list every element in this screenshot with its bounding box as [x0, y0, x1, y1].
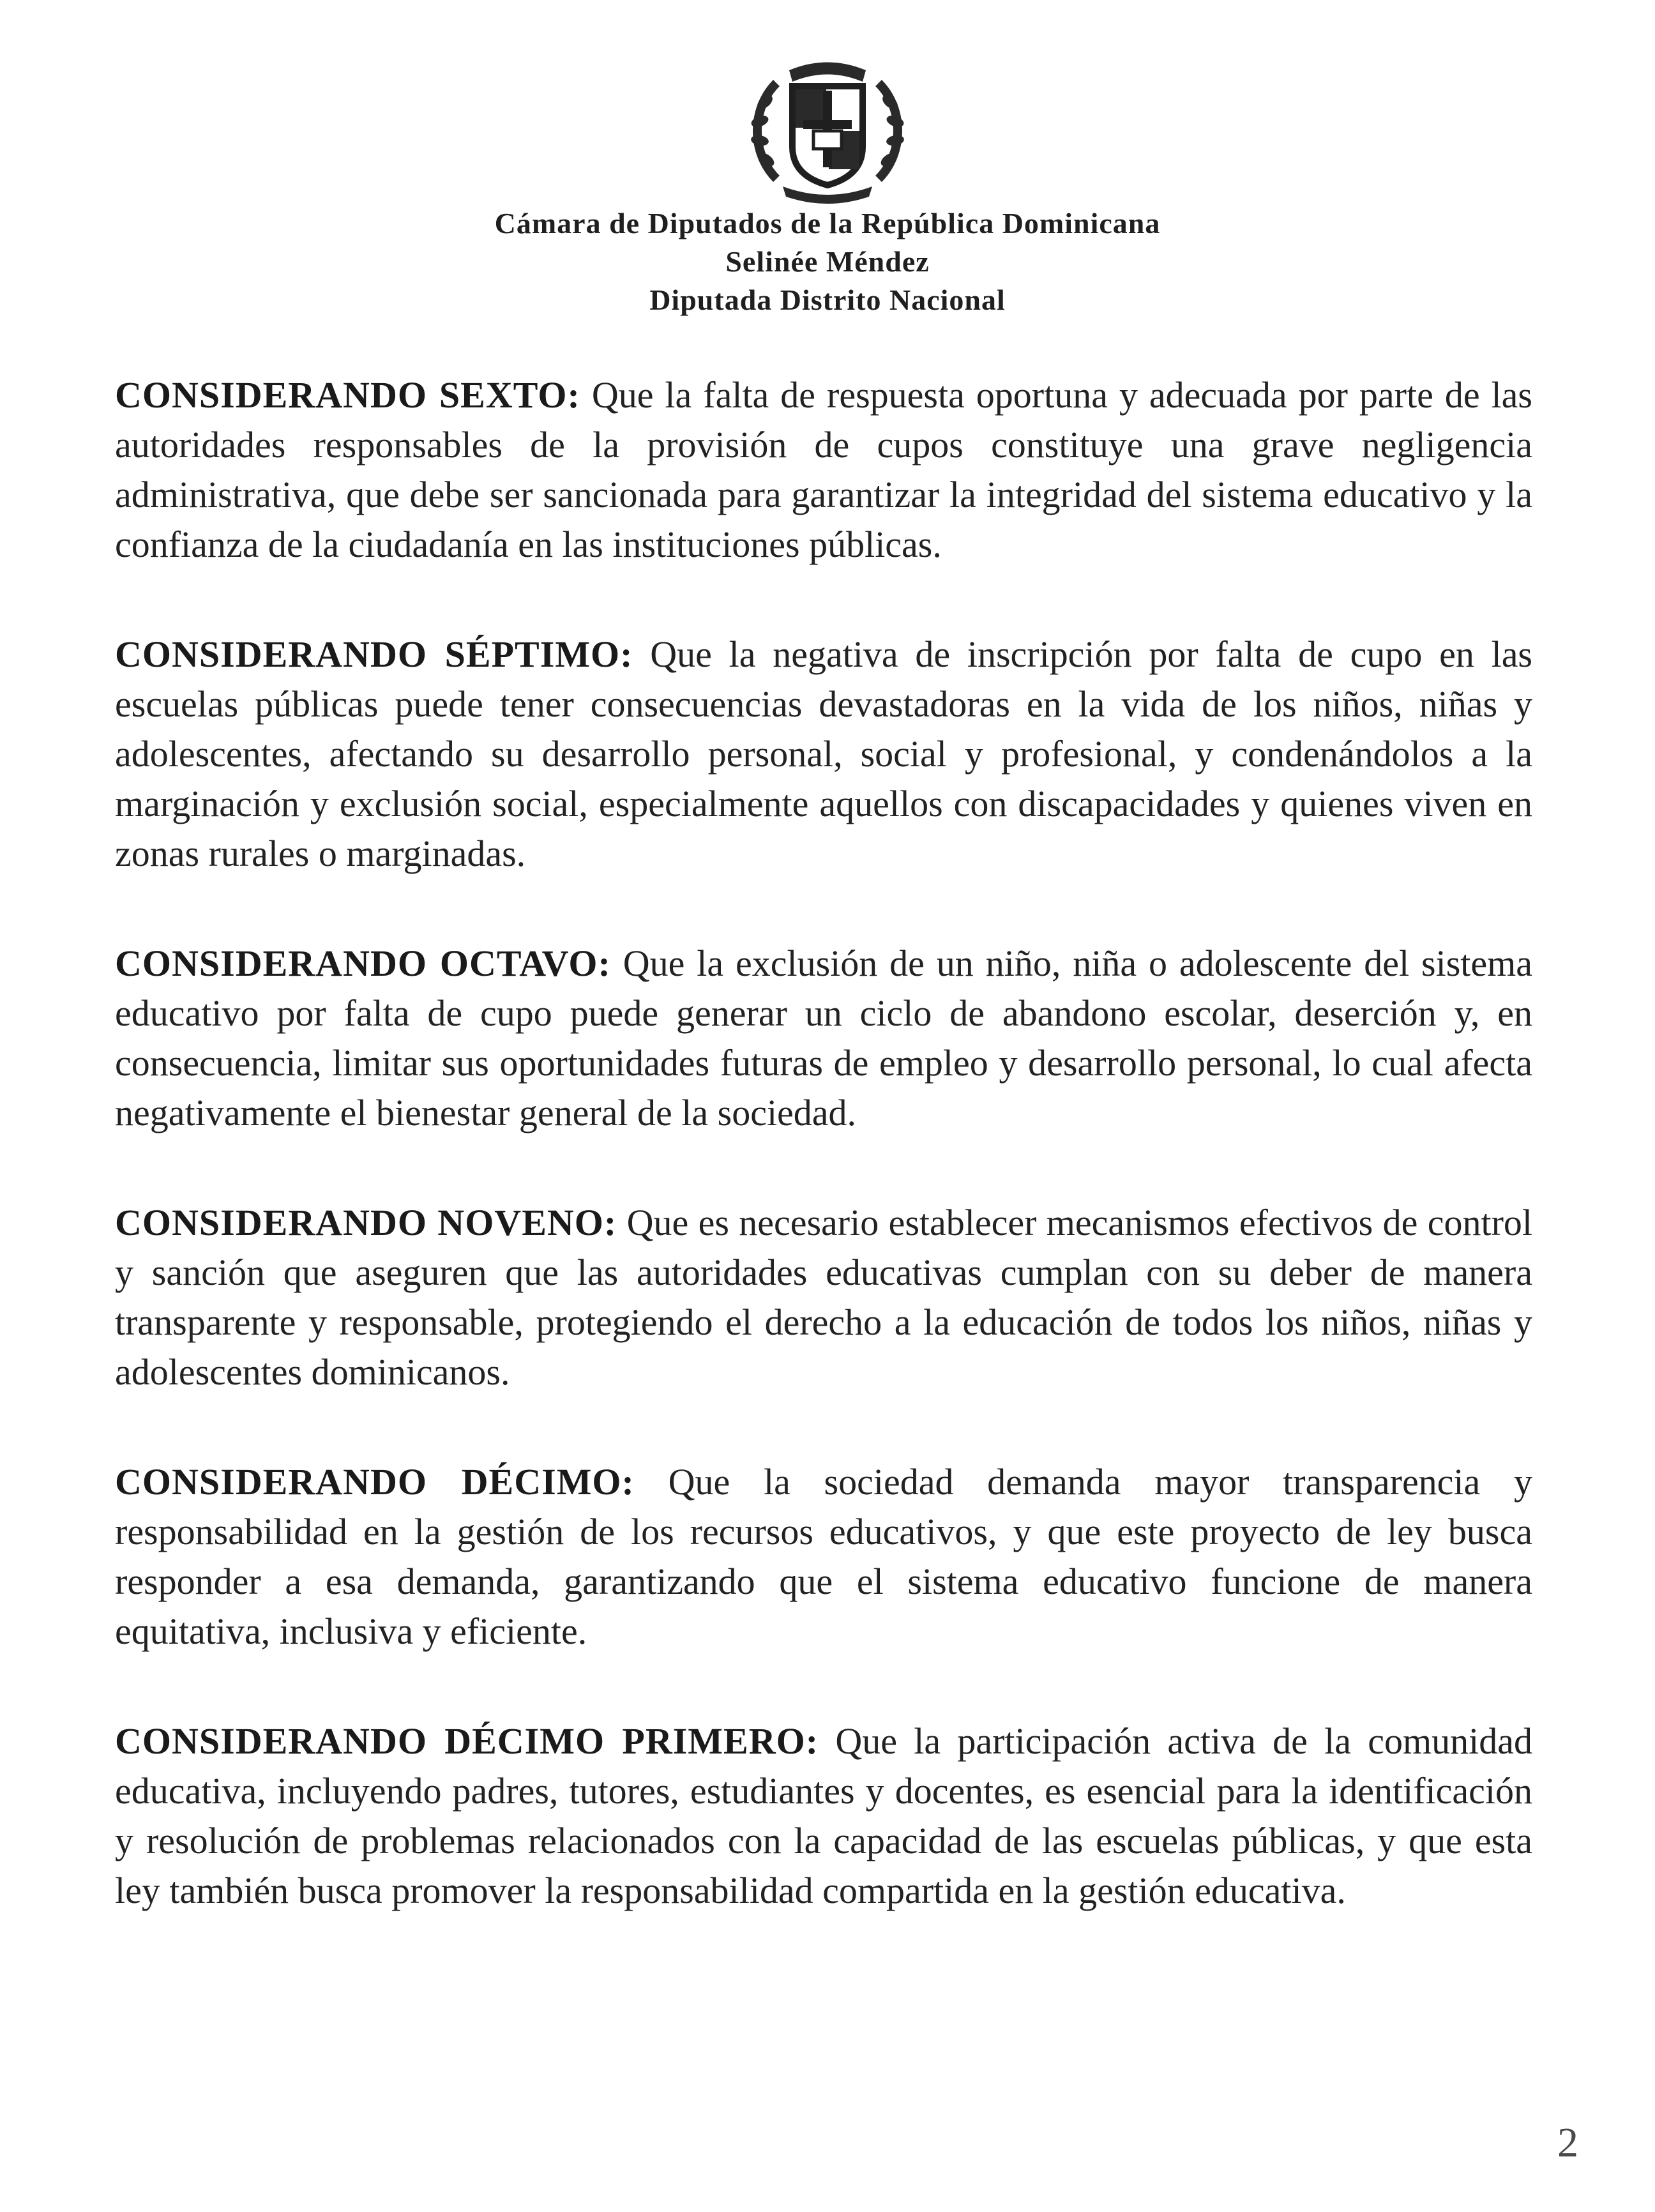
paragraph-heading: CONSIDERANDO DÉCIMO PRIMERO: — [115, 1720, 819, 1762]
paragraph-text: Que la participación activa de la comunidad educativa, incluyendo padres, tutores, estudiantes y docentes, es esencial para la identificación y resolución de problemas relacionados con la capacidad de las escuelas públicas, y que esta ley también busca promover la responsabilidad compartida en la gestión educativa. — [115, 1720, 1532, 1911]
paragraph — [115, 370, 1532, 570]
deputy-position: Diputada Distrito Nacional — [649, 284, 1006, 316]
chamber-name: Cámara de Diputados de la República Dominicana — [494, 207, 1161, 239]
paragraph-text: Que la falta de respuesta oportuna y adecuada por parte de las autoridades responsables de la provisión de cupos constituye una grave negligencia administrativa, que debe ser sancionada para garantizar la integridad del sistema educativo y la confianza de la ciudadanía en las instituciones públicas. — [115, 374, 1532, 565]
paragraph-heading: CONSIDERANDO SEXTO: — [115, 374, 580, 416]
paragraph — [115, 1716, 1532, 1916]
paragraph-text: Que la negativa de inscripción por falta de cupo en las escuelas públicas puede tener consecuencias devastadoras en la vida de los niños, niñas y adolescentes, afectando su desarrollo personal, social y profesional, y condenándolos a la marginación y exclusión social, especialmente aquellos con discapacidades y quienes viven en zonas rurales o marginadas. — [115, 633, 1533, 874]
document-body — [115, 370, 1532, 1976]
paragraph — [115, 630, 1532, 879]
paragraph-text: Que la exclusión de un niño, niña o adolescente del sistema educativo por falta de cupo puede generar un ciclo de abandono escolar, deserción y, en consecuencia, limitar sus oportunidades futuras de empleo y desarrollo personal, lo cual afecta negativamente el bienestar general de la sociedad. — [115, 943, 1533, 1133]
page-number: 2 — [1557, 2119, 1578, 2166]
paragraph-heading: CONSIDERANDO SÉPTIMO: — [115, 633, 633, 675]
coat-of-arms-icon — [732, 51, 923, 204]
paragraph-heading: CONSIDERANDO NOVENO: — [115, 1202, 617, 1243]
letterhead — [0, 51, 1655, 319]
paragraph-heading: CONSIDERANDO DÉCIMO: — [115, 1461, 635, 1503]
paragraph-text: Que la sociedad demanda mayor transparencia y responsabilidad en la gestión de los recursos educativos, y que este proyecto de ley busca responder a esa demanda, garantizando que el sistema educativo funcione de manera equitativa, inclusiva y eficiente. — [115, 1461, 1533, 1652]
paragraph — [115, 939, 1532, 1138]
paragraph — [115, 1198, 1532, 1397]
paragraph-heading: CONSIDERANDO OCTAVO: — [115, 943, 611, 984]
paragraph-text: Que es necesario establecer mecanismos efectivos de control y sanción que aseguren que las autoridades educativas cumplan con su deber de manera transparente y responsable, protegiendo el derecho a la educación de todos los niños, niñas y adolescentes dominicanos. — [115, 1202, 1533, 1393]
paragraph — [115, 1457, 1532, 1656]
deputy-name: Selinée Méndez — [725, 245, 930, 278]
